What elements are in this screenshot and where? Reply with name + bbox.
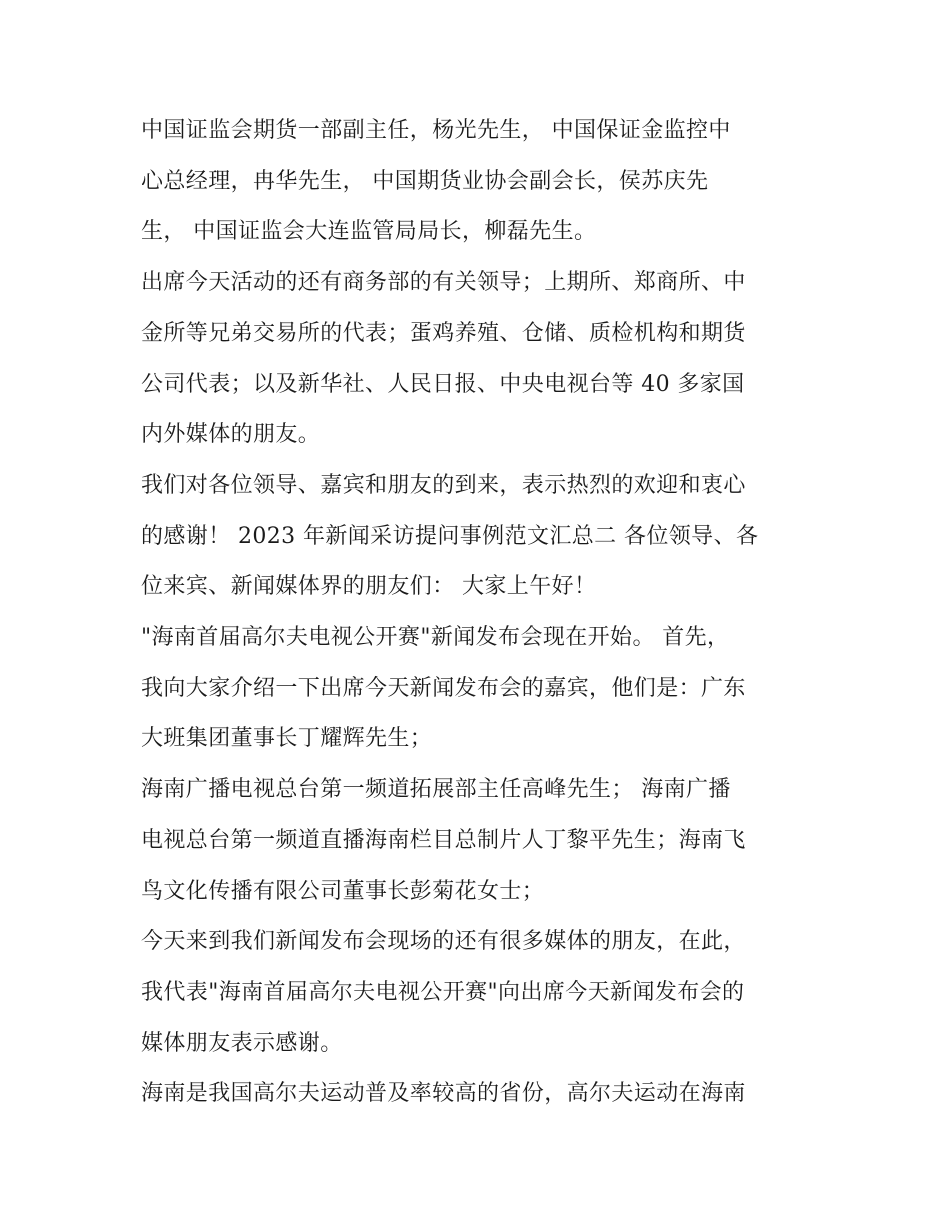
text-line: 金所等兄弟交易所的代表；蛋鸡养殖、仓储、质检机构和期货 xyxy=(141,320,746,346)
text-line: 电视总台第一频道直播海南栏目总制片人丁黎平先生；海南飞 xyxy=(141,827,746,853)
text-line: 我代表"海南首届高尔夫电视公开赛"向出席今天新闻发布会的 xyxy=(141,979,745,1005)
text-line: 鸟文化传播有限公司董事长彭菊花女士； xyxy=(141,878,545,904)
text-line: 今天来到我们新闻发布会现场的还有很多媒体的朋友，在此， xyxy=(141,929,746,955)
text-line: 中国证监会期货一部副主任，杨光先生， 中国保证金监控中 xyxy=(141,118,731,143)
text-line: "海南首届高尔夫电视公开赛"新闻发布会现在开始。 首先， xyxy=(141,625,730,651)
body-text xyxy=(141,106,821,1120)
text-line: 出席今天活动的还有商务部的有关领导；上期所、郑商所、中 xyxy=(141,270,746,296)
text-line: 我向大家介绍一下出席今天新闻发布会的嘉宾，他们是：广东 xyxy=(141,675,746,701)
text-line: 我们对各位领导、嘉宾和朋友的到来，表示热烈的欢迎和衷心 xyxy=(141,472,746,498)
text-line: 心总经理，冉华先生， 中国期货业协会副会长，侯苏庆先 xyxy=(141,168,709,194)
text-line: 海南是我国高尔夫运动普及率较高的省份，高尔夫运动在海南 xyxy=(141,1081,746,1107)
text-line: 公司代表；以及新华社、人民日报、中央电视台等 40 多家国 xyxy=(141,371,745,397)
text-line: 媒体朋友表示感谢。 xyxy=(141,1030,343,1056)
text-line: 位来宾、新闻媒体界的朋友们： 大家上午好！ xyxy=(141,574,597,600)
text-line: 生， 中国证监会大连监管局局长，柳磊先生。 xyxy=(141,219,597,245)
text-line: 海南广播电视总台第一频道拓展部主任高峰先生； 海南广播 xyxy=(141,777,731,803)
text-line: 内外媒体的朋友。 xyxy=(141,422,321,448)
text-line: 的感谢！ 2023 年新闻采访提问事例范文汇总二 各位领导、各 xyxy=(141,523,759,549)
text-line: 大班集团董事长丁耀辉先生； xyxy=(141,726,433,752)
